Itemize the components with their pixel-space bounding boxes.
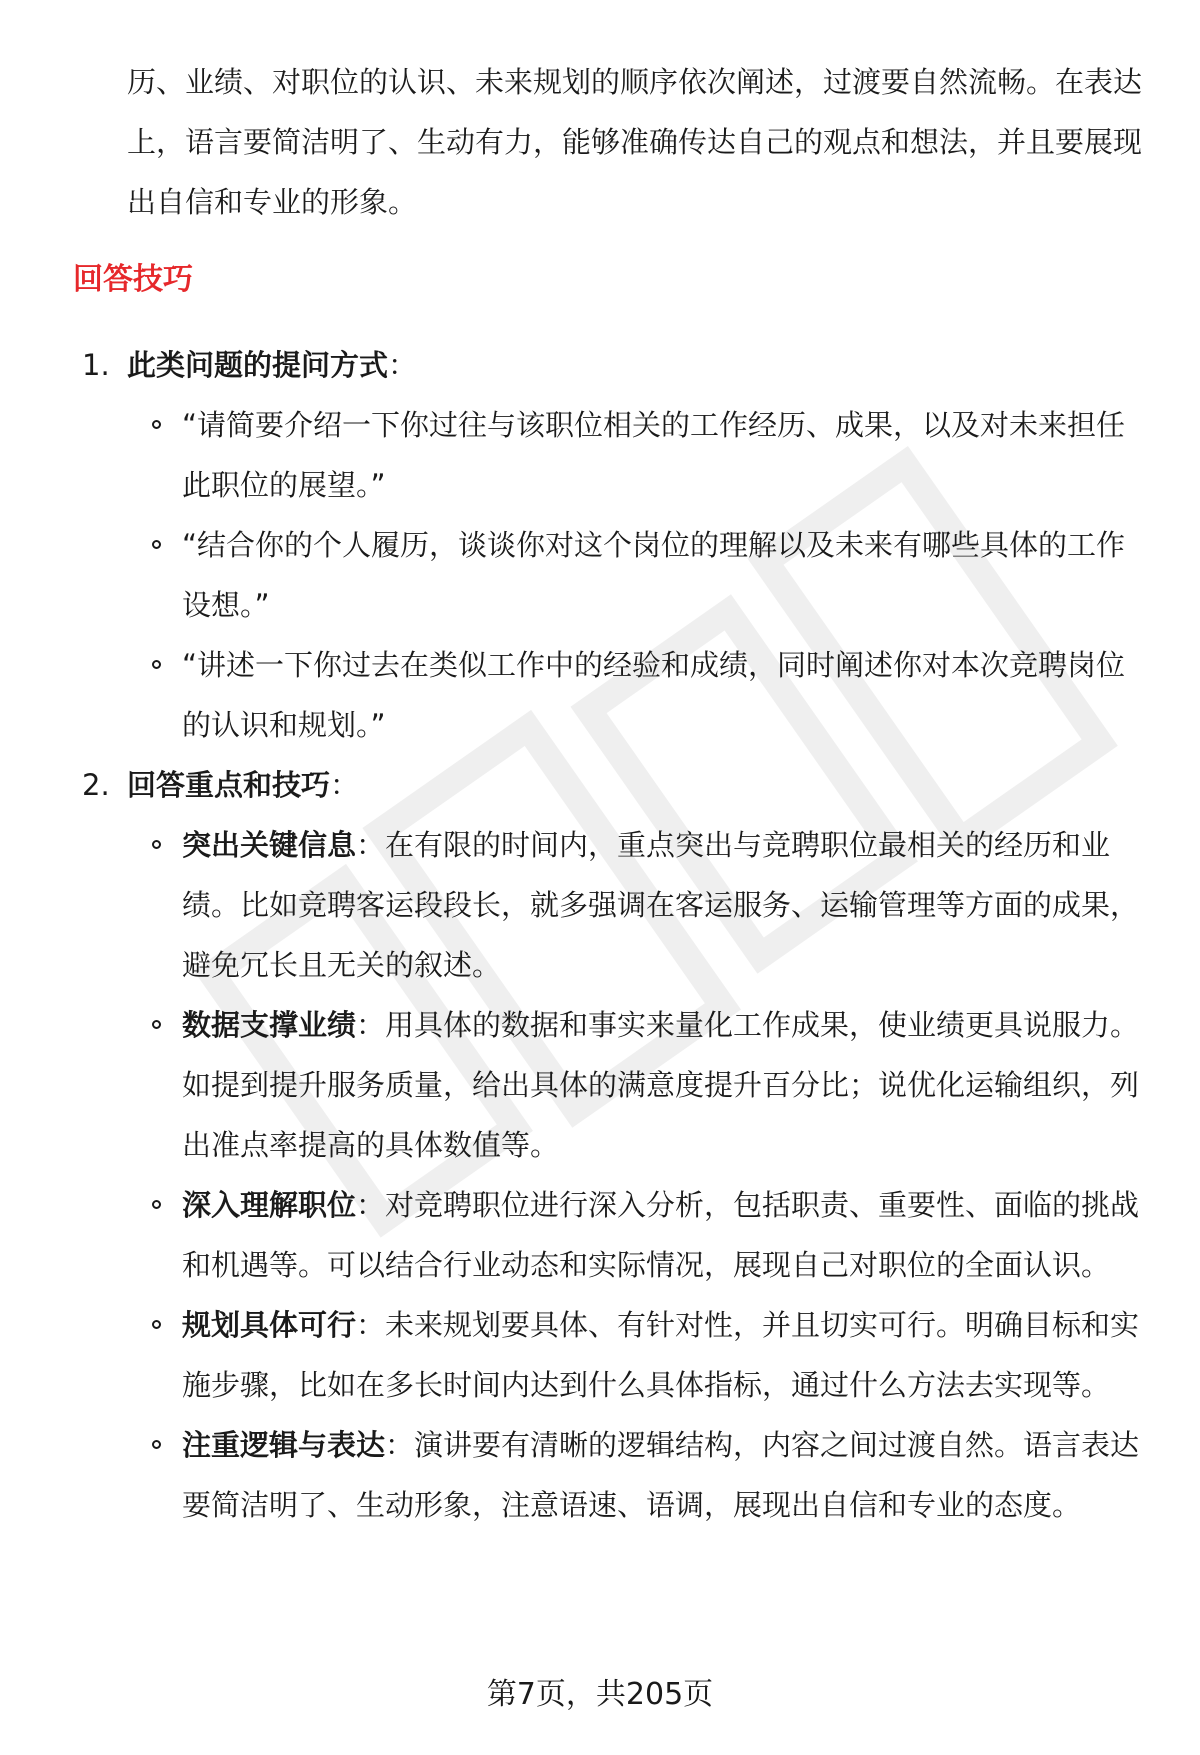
circle-bullet-icon	[152, 420, 161, 429]
list-item-heading	[0, 755, 1200, 815]
circle-bullet-icon	[152, 1440, 161, 1449]
colon: ：	[385, 1428, 415, 1462]
sub-item-text: 演讲要有清晰的逻辑结构，内容之间过渡自然。语言表达要简洁明了、生动形象，注意语速、语调，展现出自信和专业的态度。	[182, 1428, 1140, 1522]
sub-item-text: 对竞聘职位进行深入分析，包括职责、重要性、面临的挑战和机遇等。可以结合行业动态和实际情况，展现自己对职位的全面认识。	[182, 1188, 1140, 1282]
sub-list	[0, 815, 1200, 1535]
sub-item-text: 用具体的数据和事实来量化工作成果，使业绩更具说服力。如提到提升服务质量，给出具体的满意度提升百分比；说优化运输组织，列出准点率提高的具体数值等。	[182, 1008, 1140, 1162]
sub-item-text: 未来规划要具体、有针对性，并且切实可行。明确目标和实施步骤，比如在多长时间内达到什么具体指标，通过什么方法去实现等。	[182, 1308, 1140, 1402]
list-item	[0, 755, 1200, 1535]
list-item-heading	[0, 335, 1200, 395]
sub-item-text: “结合你的个人履历，谈谈你对这个岗位的理解以及未来有哪些具体的工作设想。”	[182, 528, 1126, 622]
page-number-footer: 第7页，共205页	[486, 1677, 714, 1712]
circle-bullet-icon	[152, 840, 161, 849]
sub-list-item	[0, 1415, 1142, 1535]
sub-item-label: 数据支撑业绩	[182, 1008, 357, 1042]
sub-list-item	[0, 995, 1142, 1175]
colon: ：	[356, 1188, 386, 1222]
colon: ：	[356, 828, 386, 862]
sub-item-label: 深入理解职位	[182, 1188, 357, 1222]
list-number: 2.	[82, 768, 110, 802]
sub-list	[0, 395, 1200, 755]
sub-list-item	[0, 395, 1142, 515]
sub-item-label: 突出关键信息	[182, 828, 357, 862]
circle-bullet-icon	[152, 1320, 161, 1329]
sub-item-text: 在有限的时间内，重点突出与竞聘职位最相关的经历和业绩。比如竞聘客运段段长，就多强调在客运服务、运输管理等方面的成果，避免冗长且无关的叙述。	[182, 828, 1140, 982]
list-item-title: 此类问题的提问方式	[127, 348, 389, 382]
colon: ：	[356, 1308, 386, 1342]
sub-list-item	[0, 635, 1142, 755]
colon: ：	[356, 1008, 386, 1042]
circle-bullet-icon	[152, 540, 161, 549]
circle-bullet-icon	[152, 660, 161, 669]
sub-item-label: 规划具体可行	[182, 1308, 357, 1342]
sub-list-item	[0, 815, 1142, 995]
circle-bullet-icon	[152, 1020, 161, 1029]
sub-list-item	[0, 1175, 1142, 1295]
sub-item-label: 注重逻辑与表达	[182, 1428, 386, 1462]
circle-bullet-icon	[152, 1200, 161, 1209]
sub-list-item	[0, 515, 1142, 635]
sub-list-item	[0, 1295, 1142, 1415]
colon: ：	[330, 768, 360, 802]
tips-list	[0, 335, 1200, 1535]
list-item	[0, 335, 1200, 755]
section-heading: 回答技巧	[73, 262, 193, 297]
list-number: 1.	[82, 348, 110, 382]
list-item-title: 回答重点和技巧	[127, 768, 331, 802]
intro-paragraph: 历、业绩、对职位的认识、未来规划的顺序依次阐述，过渡要自然流畅。在表达上，语言要简洁明了、生动有力，能够准确传达自己的观点和想法，并且要展现出自信和专业的形象。	[127, 65, 1143, 219]
sub-item-text: “讲述一下你过去在类似工作中的经验和成绩，同时阐述你对本次竞聘岗位的认识和规划。”	[182, 648, 1126, 742]
sub-item-text: “请简要介绍一下你过往与该职位相关的工作经历、成果，以及对未来担任此职位的展望。”	[182, 408, 1126, 502]
colon: ：	[388, 348, 418, 382]
